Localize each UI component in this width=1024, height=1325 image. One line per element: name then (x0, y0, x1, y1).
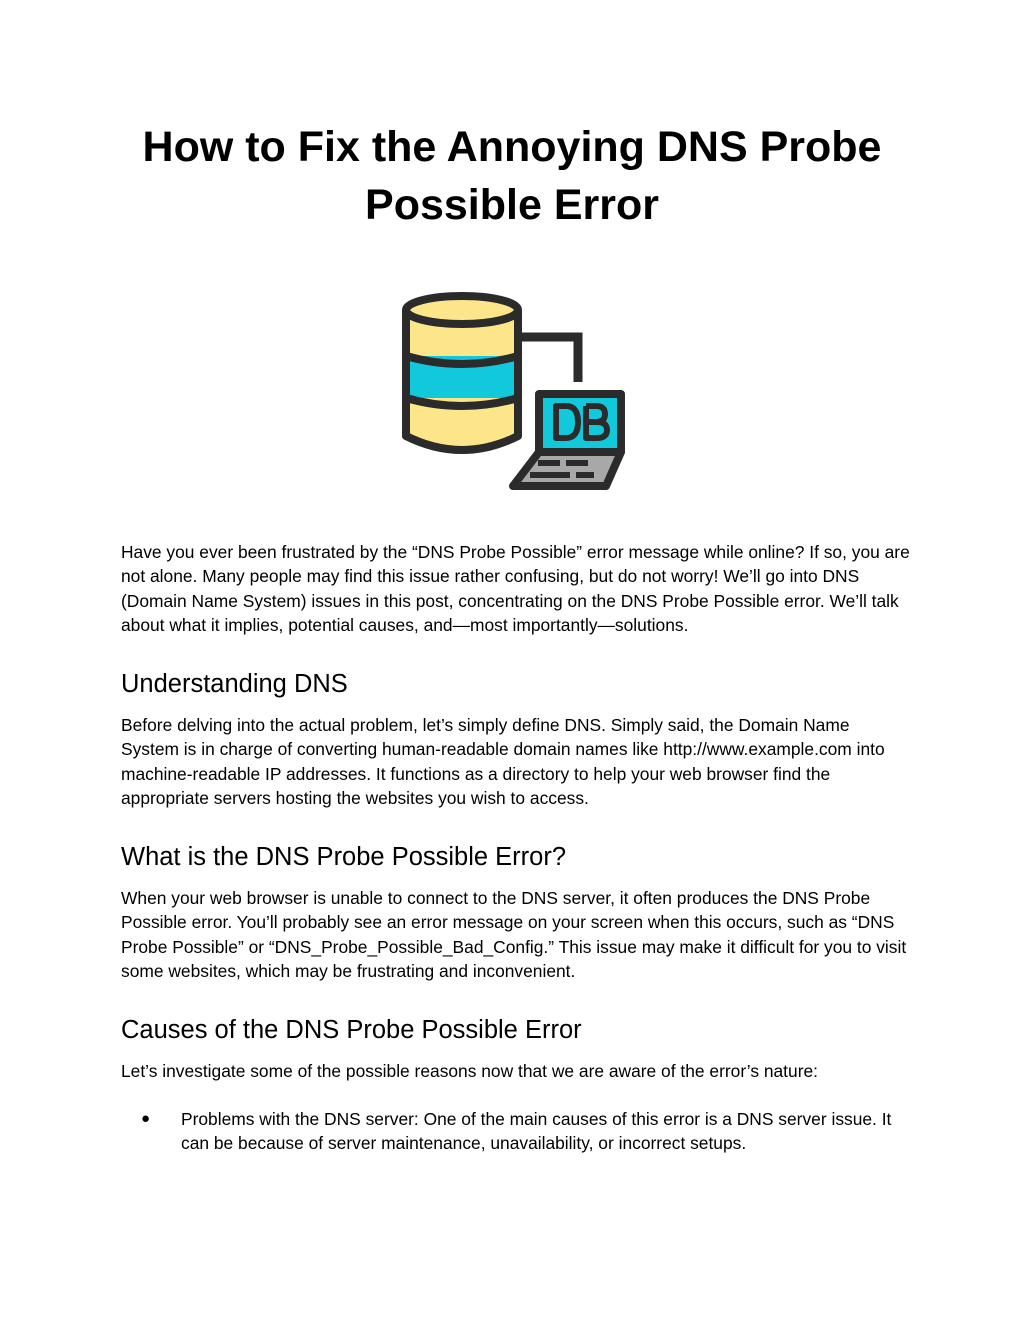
section-paragraph: Before delving into the actual problem, let’s simply define DNS. Simply said, the Domain Name System is in charge of converting human-readable domain names like http://www.example.com into machine-readable IP addresses. It functions as a directory to help your web browser find the appropriate servers hosting the websites you wish to access. (121, 715, 885, 809)
section-paragraph: Let’s investigate some of the possible reasons now that we are aware of the error’s nature: (121, 1061, 818, 1081)
list-item (121, 1107, 911, 1156)
bullet-icon: ● (141, 1110, 151, 1127)
document-title: How to Fix the Annoying DNS Probe Possible Error (142, 123, 882, 229)
section-heading: Causes of the DNS Probe Possible Error (121, 1016, 582, 1044)
database-laptop-icon (398, 288, 630, 492)
intro-paragraph: Have you ever been frustrated by the “DNS Probe Possible” error message while online? If so, you are not alone. Many people may find this issue rather confusing, but do not worry! We’ll go into DNS (Domain Name System) issues in this post, concentrating on the DNS Probe Possible error. We’ll talk about what it implies, potential causes, and—most importantly—solutions. (121, 542, 910, 636)
causes-list (121, 1107, 911, 1156)
section-heading: What is the DNS Probe Possible Error? (121, 843, 567, 871)
section-heading: Understanding DNS (121, 670, 348, 698)
section-paragraph: When your web browser is unable to connect to the DNS server, it often produces the DNS Probe Possible error. You’ll probably see an error message on your screen when this occurs, such as “DNS Probe Possible” or “DNS_Probe_Possible_Bad_Config.” This issue may make it difficult for you to visit some websites, which may be frustrating and inconvenient. (121, 888, 907, 982)
list-item-text: Problems with the DNS server: One of the main causes of this error is a DNS server issue. It can be because of server maintenance, unavailability, or incorrect setups. (181, 1109, 892, 1154)
